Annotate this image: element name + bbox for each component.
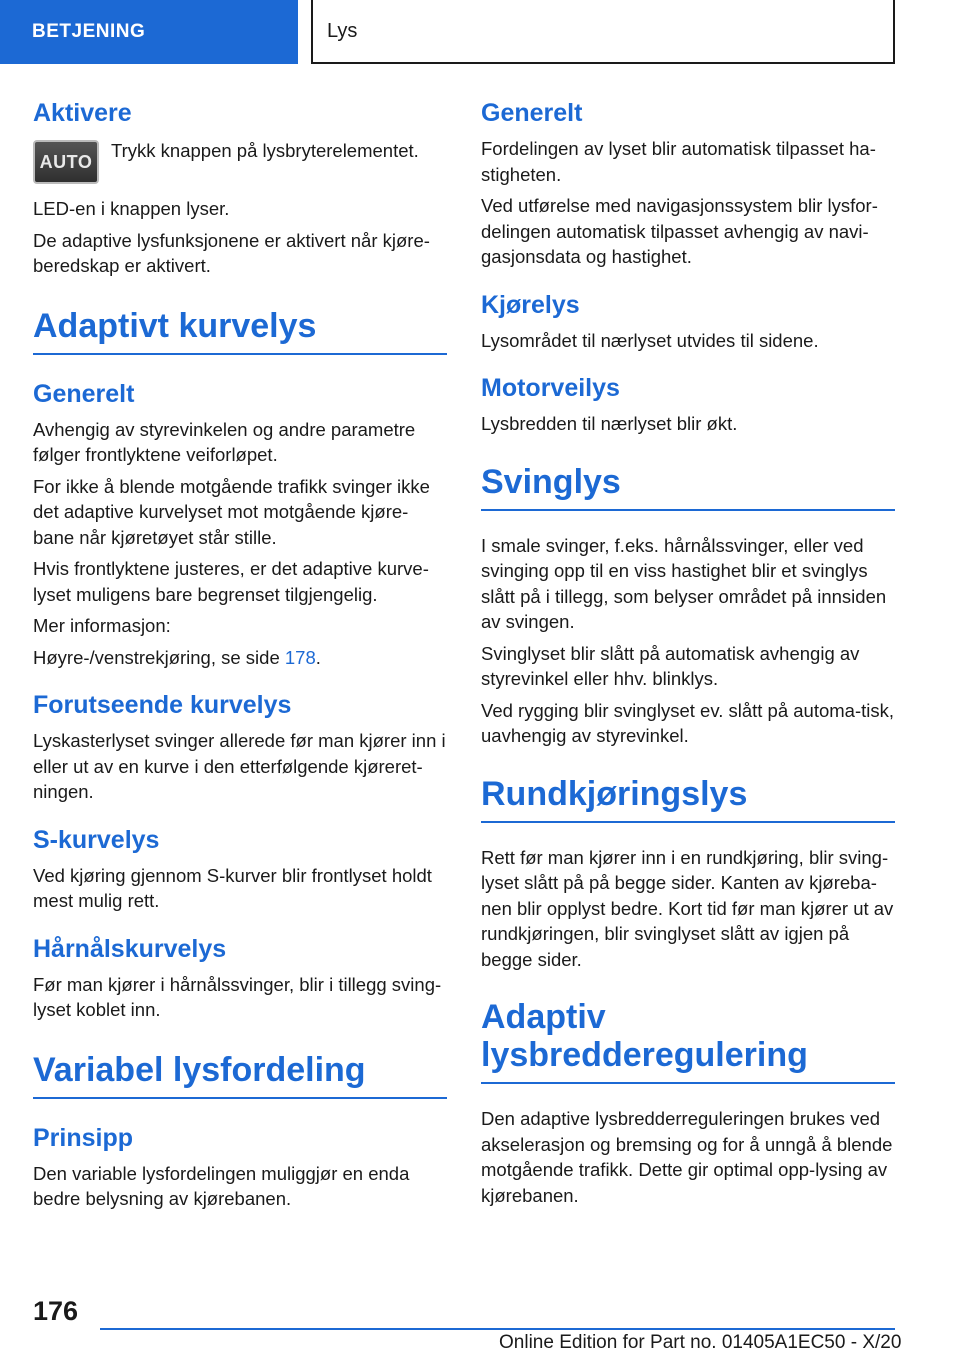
heading-kjorelys: Kjørelys: [481, 290, 580, 319]
rundkjoringslys-body: [481, 845, 895, 973]
rundkjoringslys-text: Rett før man kjører inn i en rundkjøring, blir sving-lyset slått på på begge sider. Kanten av kjøreba-nen blir opplyst bedre. Kort tid før man kjører ut av rundkjøringen, blir svinglyset slått av igjen på begge sider.: [481, 846, 894, 970]
section-adaptiv-lysbredderegulering: [481, 998, 895, 1084]
kjorelys-text: Lysområdet til nærlyset utvides til sidene.: [481, 329, 819, 351]
prinsipp-text: Den variable lysfordelingen muliggjør en enda bedre belysning av kjørebanen.: [33, 1162, 410, 1209]
aktivere-led-text: LED-en i knappen lyser.: [33, 198, 230, 219]
subsection-kjorelys: [481, 288, 895, 354]
forutseende-text: Lyskasterlyset svinger allerede før man kjører inn i eller ut av en kurve i den etterfølgende kjøreret-ningen.: [33, 730, 446, 802]
lysbredderegulering-body: [481, 1106, 895, 1208]
section-rundkjoringslys: [481, 775, 895, 823]
reference-end: .: [315, 646, 321, 668]
heading-harnalskurvelys: Hårnålskurvelys: [33, 934, 227, 963]
heading-s-kurvelys: S-kurvelys: [33, 825, 160, 854]
svinglys-p3: Ved rygging blir svinglyset ev. slått på automa-tisk, uavhengig av styrevinkel.: [481, 699, 895, 746]
subsection-forutseende: [33, 688, 447, 805]
lysbredderegulering-text: Den adaptive lysbredderreguleringen brukes ved akselerasjon og bremsing og for å unngå å blende motgående trafikk. Dette gir optimal opp-lysing av kjørebanen.: [481, 1108, 893, 1206]
section-svinglys: [481, 463, 895, 511]
page-number: 176: [33, 1296, 79, 1326]
generelt-right-p1: Fordelingen av lyset blir automatisk tilpasset ha-stigheten.: [481, 138, 876, 185]
auto-button-row: [33, 136, 447, 184]
reference-text: Høyre-/venstrekjøring, se side: [33, 646, 285, 668]
generelt-left-p4: Mer informasjon:: [33, 615, 171, 636]
heading-prinsipp: Prinsipp: [33, 1123, 134, 1152]
aktivere-adaptive-text: De adaptive lysfunksjonene er aktivert når kjøre-beredskap er aktivert.: [33, 229, 430, 276]
subsection-s-kurvelys: [33, 823, 447, 914]
heading-adaptiv-lysbredderegulering: [481, 998, 895, 1084]
s-kurvelys-text: Ved kjøring gjennom S-kurver blir frontlyset holdt mest mulig rett.: [33, 864, 432, 911]
heading-adaptivt-kurvelys: Adaptivt kurvelys: [33, 307, 447, 355]
right-column: [481, 96, 895, 1226]
section-variabel-lysfordeling: [33, 1051, 447, 1099]
subsection-harnalskurvelys: [33, 932, 447, 1023]
subsection-motorveilys: [481, 371, 895, 437]
svinglys-p1: I smale svinger, f.eks. hårnålssvinger, eller ved svinging opp til en viss hastighet blir et svinglys slått på i tillegg, som belyser området på innsiden av svingen.: [481, 534, 887, 632]
page-reference-link[interactable]: 178: [284, 646, 316, 668]
subsection-generelt-left: [33, 377, 447, 671]
heading-lbr-line1: Adaptiv: [481, 998, 606, 1036]
generelt-left-p1: Avhengig av styrevinkelen og andre parametre følger frontlyktene veiforløpet.: [33, 418, 416, 465]
heading-generelt-right: Generelt: [481, 99, 583, 127]
heading-generelt-left: Generelt: [33, 379, 135, 408]
header-section-tab: [0, 0, 298, 64]
generelt-right-p2: Ved utførelse med navigasjonssystem blir lysfor-delingen automatisk tilpasset avhengig av navi-gasjonsdata og hastighet.: [481, 195, 878, 267]
header-section-label: BETJENING: [32, 21, 146, 42]
heading-motorveilys: Motorveilys: [481, 374, 620, 402]
generelt-left-p5: [33, 645, 447, 671]
header-chapter-label: Lys: [327, 19, 358, 42]
footer-divider: [100, 1328, 895, 1330]
heading-variabel-lysfordeling: Variabel lysfordeling: [33, 1051, 447, 1099]
generelt-left-p3: Hvis frontlyktene justeres, er det adaptive kurve-lyset muligens bare begrenset tilgjengelig.: [33, 558, 429, 605]
svinglys-p2: Svinglyset blir slått på automatisk avhengig av styrevinkel eller hhv. blinklys.: [481, 642, 860, 689]
heading-lbr-line2: lysbredderegulering: [481, 1036, 808, 1074]
section-aktivere: [33, 96, 447, 279]
svinglys-body: [481, 533, 895, 749]
motorveilys-text: Lysbredden til nærlyset blir økt.: [481, 413, 738, 434]
subsection-generelt-right: [481, 96, 895, 270]
subsection-prinsipp: [33, 1121, 447, 1212]
heading-aktivere: Aktivere: [33, 99, 132, 127]
heading-svinglys: Svinglys: [481, 463, 895, 511]
heading-forutseende: Forutseende kurvelys: [33, 691, 292, 719]
auto-button-icon: AUTO: [33, 140, 99, 184]
section-adaptivt-kurvelys: [33, 307, 447, 355]
generelt-left-p2: For ikke å blende motgående trafikk svinger ikke det adaptive kurvelyset mot motgående kjøre-bane når kjøretøyet står stille.: [33, 475, 430, 548]
aktivere-instruction: Trykk knappen på lysbryterelementet.: [111, 140, 419, 161]
header-chapter-tab: [311, 0, 895, 64]
harnalskurvelys-text: Før man kjører i hårnålssvinger, blir i tillegg sving-lyset koblet inn.: [33, 973, 442, 1020]
heading-rundkjoringslys: Rundkjøringslys: [481, 775, 895, 823]
left-column: [33, 96, 447, 1230]
footer-edition: Online Edition for Part no. 01405A1EC50 - X/20: [499, 1332, 902, 1353]
